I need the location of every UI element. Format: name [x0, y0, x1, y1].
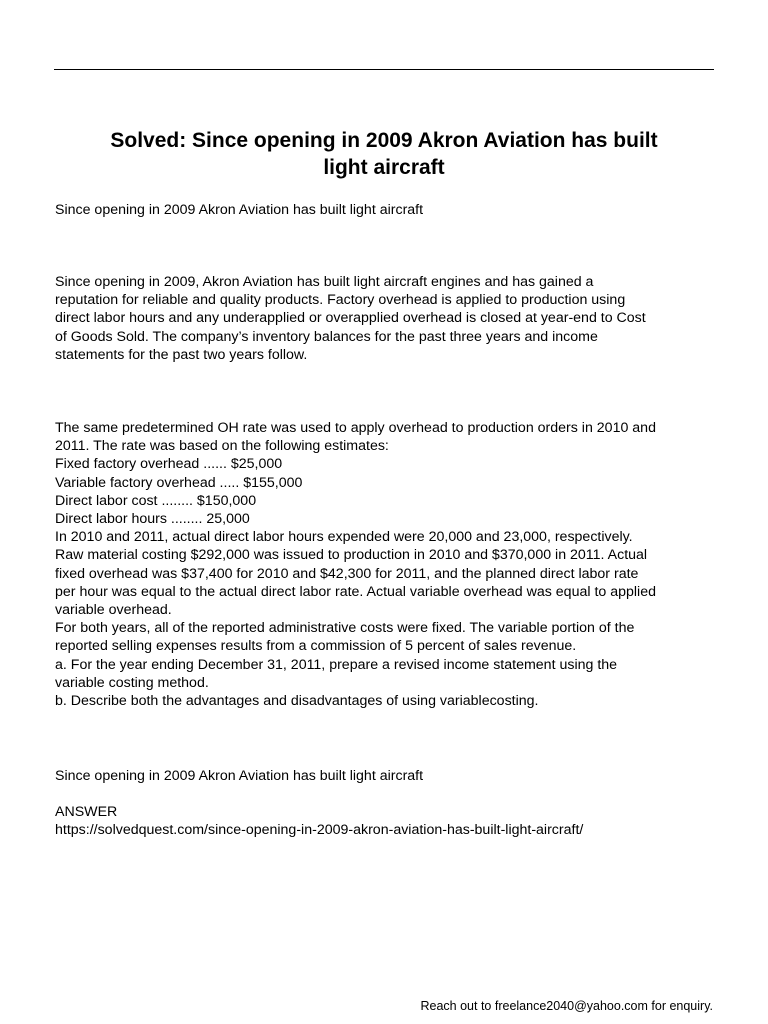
paragraph-line: statements for the past two years follow.: [55, 346, 308, 363]
paragraph-line: In 2010 and 2011, actual direct labor hours expended were 20,000 and 23,000, respectively.: [55, 529, 633, 546]
answer-block: [55, 803, 720, 839]
question-intro-paragraph: [55, 273, 720, 364]
paragraph-line: Raw material costing $292,000 was issued to production in 2010 and $370,000 in 2011. Actual: [55, 547, 648, 564]
paragraph-line: variable overhead.: [55, 602, 172, 619]
paragraph-line: reputation for reliable and quality products. Factory overhead is applied to production using: [55, 292, 626, 309]
question-details-paragraph: [55, 419, 720, 710]
paragraph-line: per hour was equal to the actual direct labor rate. Actual variable overhead was equal to applied: [55, 583, 656, 600]
answer-label: ANSWER: [55, 804, 118, 820]
answer-link[interactable]: https://solvedquest.com/since-opening-in-2009-akron-aviation-has-built-light-aircraft/: [55, 822, 584, 839]
question-part-a-cont: variable costing method.: [55, 674, 209, 691]
footer-enquiry: Reach out to freelance2040@yahoo.com for enquiry.: [420, 999, 713, 1013]
paragraph-line: direct labor hours and any underapplied or overapplied overhead is closed at year-end to Cost: [55, 310, 646, 327]
page-title: [54, 127, 714, 181]
subtitle: Since opening in 2009 Akron Aviation has built light aircraft: [55, 202, 424, 218]
estimate-line: Variable factory overhead ..... $155,000: [55, 474, 303, 491]
estimate-line: Direct labor cost ........ $150,000: [55, 492, 257, 509]
title-line: light aircraft: [323, 156, 445, 179]
paragraph-line: reported selling expenses results from a commission of 5 percent of sales revenue.: [55, 638, 577, 655]
paragraph-line: 2011. The rate was based on the following estimates:: [55, 438, 389, 455]
question-part-a: a. For the year ending December 31, 2011, prepare a revised income statement using the: [55, 656, 618, 673]
paragraph-line: Since opening in 2009, Akron Aviation has built light aircraft engines and has gained a: [55, 274, 594, 290]
title-line: Solved: Since opening in 2009 Akron Aviation has built: [110, 129, 658, 152]
estimate-line: Direct labor hours ........ 25,000: [55, 511, 250, 528]
paragraph-line: fixed overhead was $37,400 for 2010 and $42,300 for 2011, and the planned direct labor rate: [55, 565, 639, 582]
paragraph-line: For both years, all of the reported administrative costs were fixed. The variable portion of the: [55, 620, 635, 637]
repeat-title: Since opening in 2009 Akron Aviation has built light aircraft: [55, 768, 424, 784]
estimate-line: Fixed factory overhead ...... $25,000: [55, 456, 283, 473]
question-part-b: b. Describe both the advantages and disadvantages of using variablecosting.: [55, 693, 539, 710]
paragraph-line: of Goods Sold. The company’s inventory balances for the past three years and income: [55, 328, 598, 345]
paragraph-line: The same predetermined OH rate was used to apply overhead to production orders in 2010 and: [55, 420, 656, 436]
header-rule: [54, 69, 714, 70]
